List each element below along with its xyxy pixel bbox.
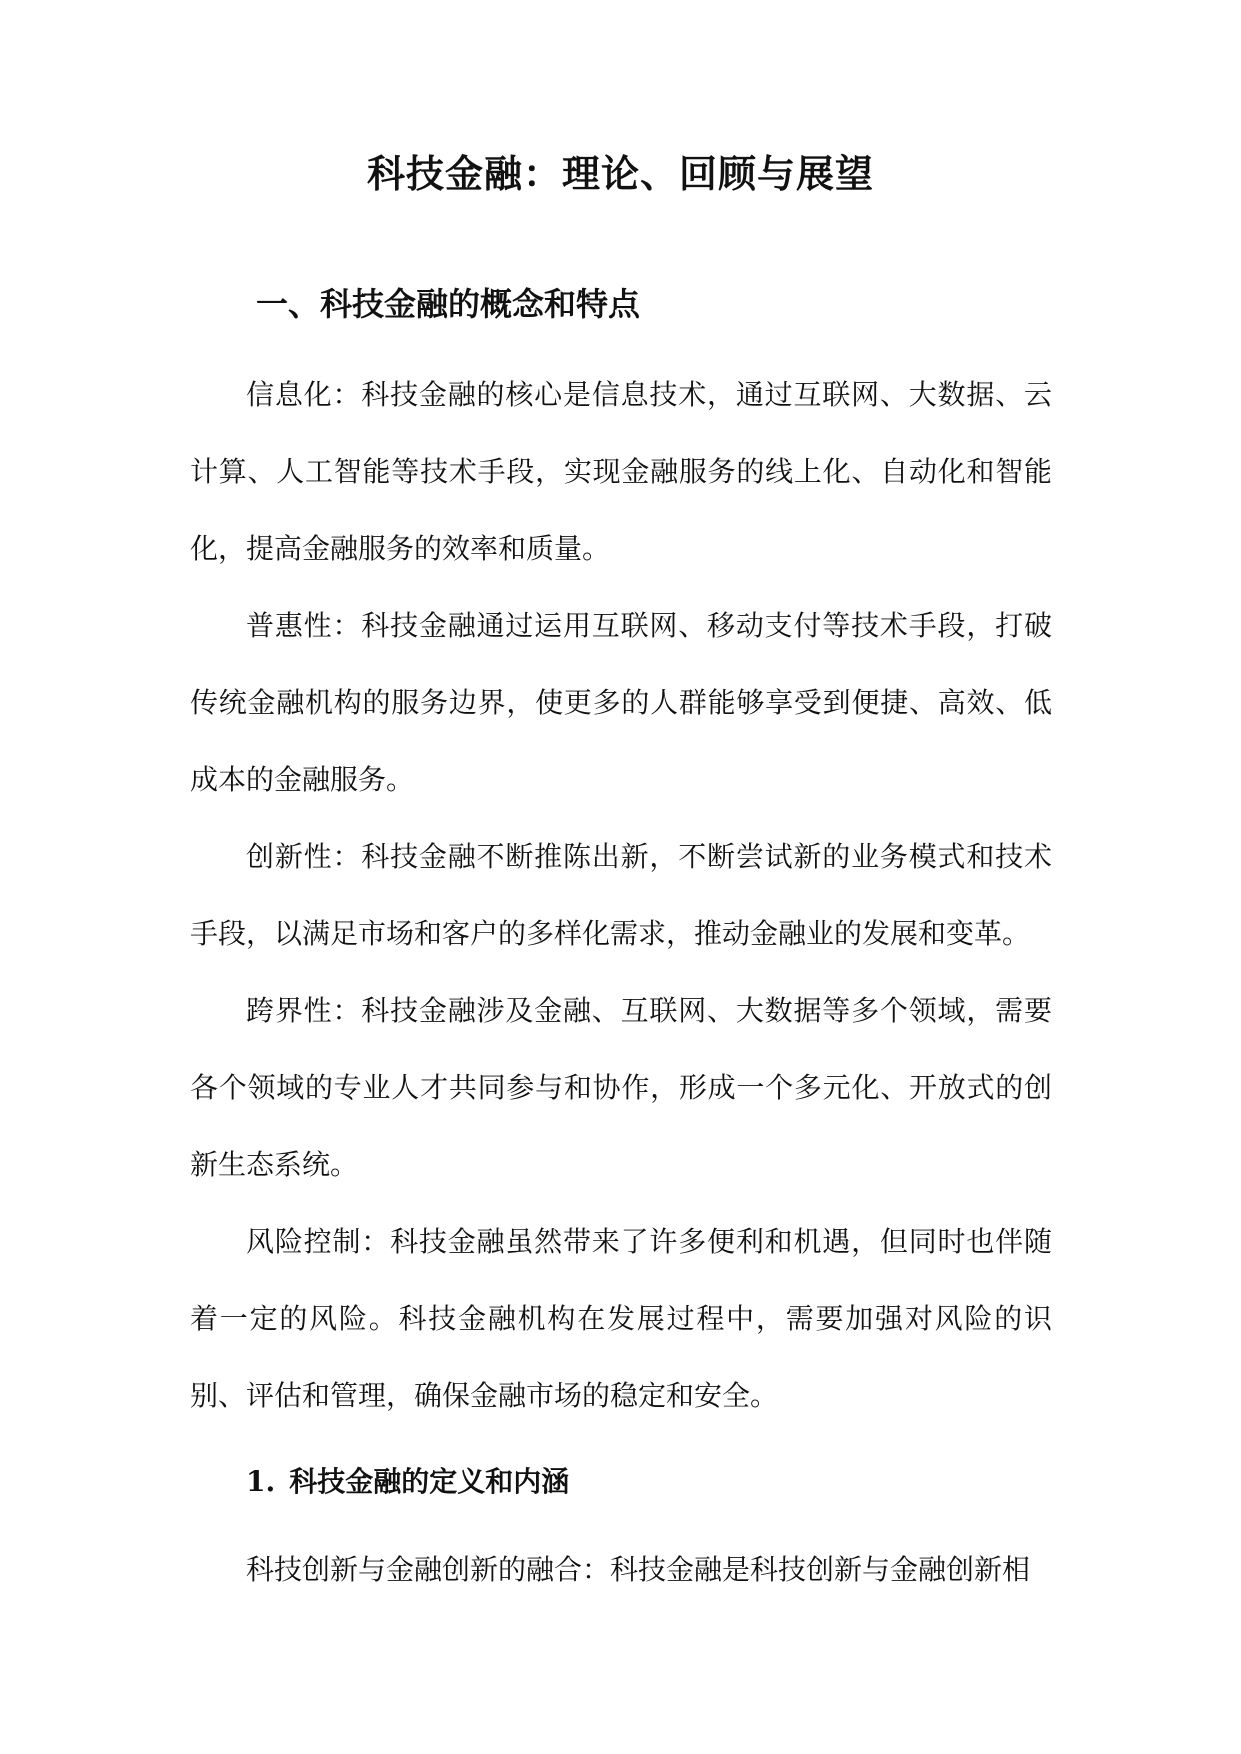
- subsection-number: 1.: [246, 1465, 276, 1498]
- paragraph-informatization: 信息化：科技金融的核心是信息技术，通过互联网、大数据、云计算、人工智能等技术手段，实现金融服务的线上化、自动化和智能化，提高金融服务的效率和质量。: [190, 378, 1052, 565]
- paragraph-innovation: 创新性：科技金融不断推陈出新，不断尝试新的业务模式和技术手段，以满足市场和客户的多样化需求，推动金融业的发展和变革。: [190, 840, 1052, 950]
- paragraph-cross-boundary: 跨界性：科技金融涉及金融、互联网、大数据等多个领域，需要各个领域的专业人才共同参与和协作，形成一个多元化、开放式的创新生态系统。: [190, 994, 1052, 1181]
- subsection-title: 科技金融的定义和内涵: [289, 1465, 570, 1498]
- document-title: 科技金融：理论、回顾与展望: [366, 151, 874, 196]
- paragraph-definition: 科技创新与金融创新的融合：科技金融是科技创新与金融创新相: [246, 1553, 1031, 1586]
- section-heading: 一、科技金融的概念和特点: [256, 285, 641, 323]
- subsection-heading: [246, 1462, 569, 1502]
- paragraph-risk-control: 风险控制：科技金融虽然带来了许多便利和机遇，但同时也伴随着一定的风险。科技金融机构在发展过程中，需要加强对风险的识别、评估和管理，确保金融市场的稳定和安全。: [190, 1225, 1052, 1412]
- paragraph-inclusiveness: 普惠性：科技金融通过运用互联网、移动支付等技术手段，打破传统金融机构的服务边界，使更多的人群能够享受到便捷、高效、低成本的金融服务。: [190, 609, 1052, 796]
